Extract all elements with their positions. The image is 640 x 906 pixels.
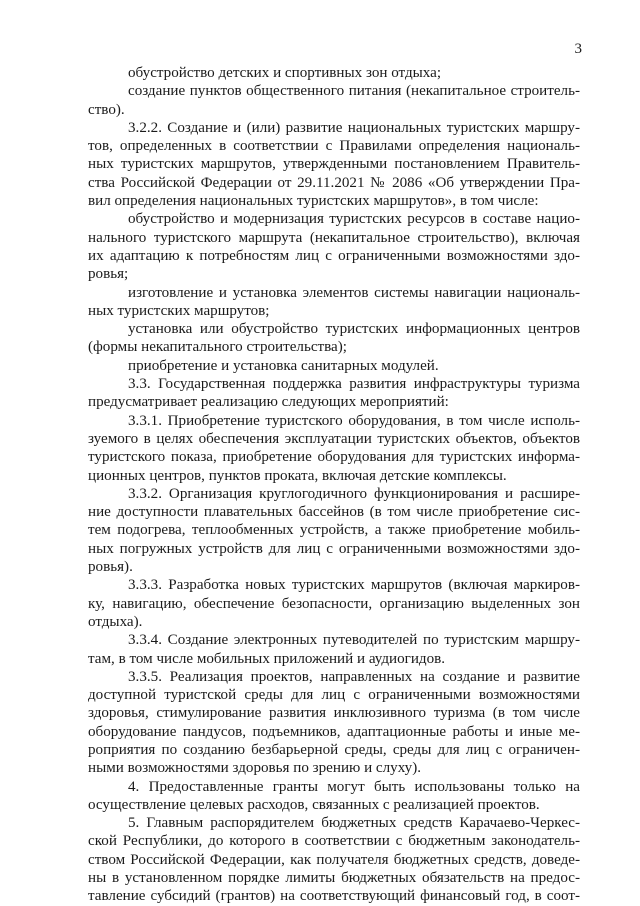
text-line: 4. Предоставленные гранты могут быть использованы только на bbox=[128, 778, 580, 795]
text-line: оборудование пандусов, подъемников, адаптационные работы и иные ме- bbox=[88, 723, 580, 740]
text-line: вил определения национальных туристских маршрутов», в том числе: bbox=[88, 193, 539, 210]
text-line: нального туристского маршрута (некапитальное строительство), включая bbox=[88, 229, 580, 246]
text-line: ными возможностями здоровья по зрению и слуху). bbox=[88, 760, 422, 777]
text-line: (формы некапитального строительства); bbox=[88, 339, 347, 356]
text-line: ние доступности плавательных бассейнов (в том числе приобретение сис- bbox=[88, 504, 580, 521]
text-line: тавление субсидий (грантов) на соответствующий финансовый год, в соот- bbox=[88, 888, 580, 905]
text-line: ство). bbox=[88, 101, 125, 118]
text-line: 3.3.4. Создание электронных путеводителей по туристским маршру- bbox=[128, 632, 580, 649]
text-line: тем подогрева, теплообменных устройств, а также приобретение мобиль- bbox=[88, 522, 580, 539]
text-line: отдыха). bbox=[88, 613, 143, 630]
text-line: ровья; bbox=[88, 266, 129, 283]
text-line: ны в установленном порядке лимиты бюджетных обязательств на предос- bbox=[88, 870, 580, 887]
text-line: 3.3. Государственная поддержка развития инфраструктуры туризма bbox=[128, 376, 580, 393]
text-line: предусматривает реализацию следующих мероприятий: bbox=[88, 394, 449, 411]
text-line: 3.3.1. Приобретение туристского оборудования, в том числе исполь- bbox=[128, 412, 580, 429]
text-line: 3.3.2. Организация круглогодичного функционирования и расшире- bbox=[128, 485, 580, 502]
text-line: обустройство детских и спортивных зон отдыха; bbox=[128, 65, 442, 81]
text-line: 3.2.2. Создание и (или) развитие национальных туристских маршру- bbox=[128, 119, 580, 136]
text-line: роприятия по созданию безбарьерной среды, среды для лиц с ограничен- bbox=[88, 741, 580, 758]
text-line: ных туристских маршрутов, утвержденными постановлением Правитель- bbox=[88, 156, 580, 173]
text-line: ку, навигацию, обеспечение безопасности, организацию выделенных зон bbox=[88, 595, 580, 612]
text-line: установка или обустройство туристских информационных центров bbox=[128, 321, 580, 338]
text-line: ства Российской Федерации от 29.11.2021 № 2086 «Об утверждении Пра- bbox=[88, 174, 580, 191]
text-line: зуемого в целях обеспечения эксплуатации туристских объектов, объектов bbox=[88, 430, 580, 447]
page-number: 3 bbox=[574, 41, 582, 57]
text-line: здоровья, стимулирование развития инклюзивного туризма (в том числе bbox=[88, 705, 580, 722]
text-line: доступной туристской среды для лиц с ограниченными возможностями bbox=[88, 687, 580, 704]
text-line: создание пунктов общественного питания (некапитальное строитель- bbox=[128, 83, 580, 100]
document-body bbox=[88, 64, 580, 906]
text-line: там, в том числе мобильных приложений и аудиогидов. bbox=[88, 650, 446, 667]
text-line: ционных центров, пунктов проката, включая детские комплексы. bbox=[88, 467, 507, 484]
text-line: ровья). bbox=[88, 559, 133, 576]
text-line: изготовление и установка элементов системы навигации националь- bbox=[128, 284, 580, 301]
text-line: их адаптацию к потребностям лиц с ограниченными возможностями здо- bbox=[88, 247, 580, 264]
text-line: обустройство и модернизация туристских ресурсов в составе нацио- bbox=[128, 211, 580, 228]
text-line: осуществление целевых расходов, связанных с реализацией проектов. bbox=[88, 796, 540, 813]
text-line: тов, определенных в соответствии с Правилами определения националь- bbox=[88, 138, 580, 155]
text-line: ных погружных устройств для лиц с ограниченными возможностями здо- bbox=[88, 540, 580, 557]
text-line: ством Российской Федерации, как получателя бюджетных средств, доведе- bbox=[88, 851, 580, 868]
text-line: 3.3.5. Реализация проектов, направленных на создание и развитие bbox=[128, 668, 580, 685]
text-line: 3.3.3. Разработка новых туристских маршрутов (включая маркиров- bbox=[128, 577, 580, 594]
text-line: туристского показа, приобретение оборудования для туристских информа- bbox=[88, 449, 580, 466]
text-line: приобретение и установка санитарных модулей. bbox=[128, 357, 439, 374]
text-line: ской Республики, до которого в соответствии с бюджетным законодатель- bbox=[88, 833, 580, 850]
text-line: ных туристских маршрутов; bbox=[88, 302, 270, 319]
text-line: 5. Главным распорядителем бюджетных средств Карачаево-Черкес- bbox=[128, 815, 580, 832]
